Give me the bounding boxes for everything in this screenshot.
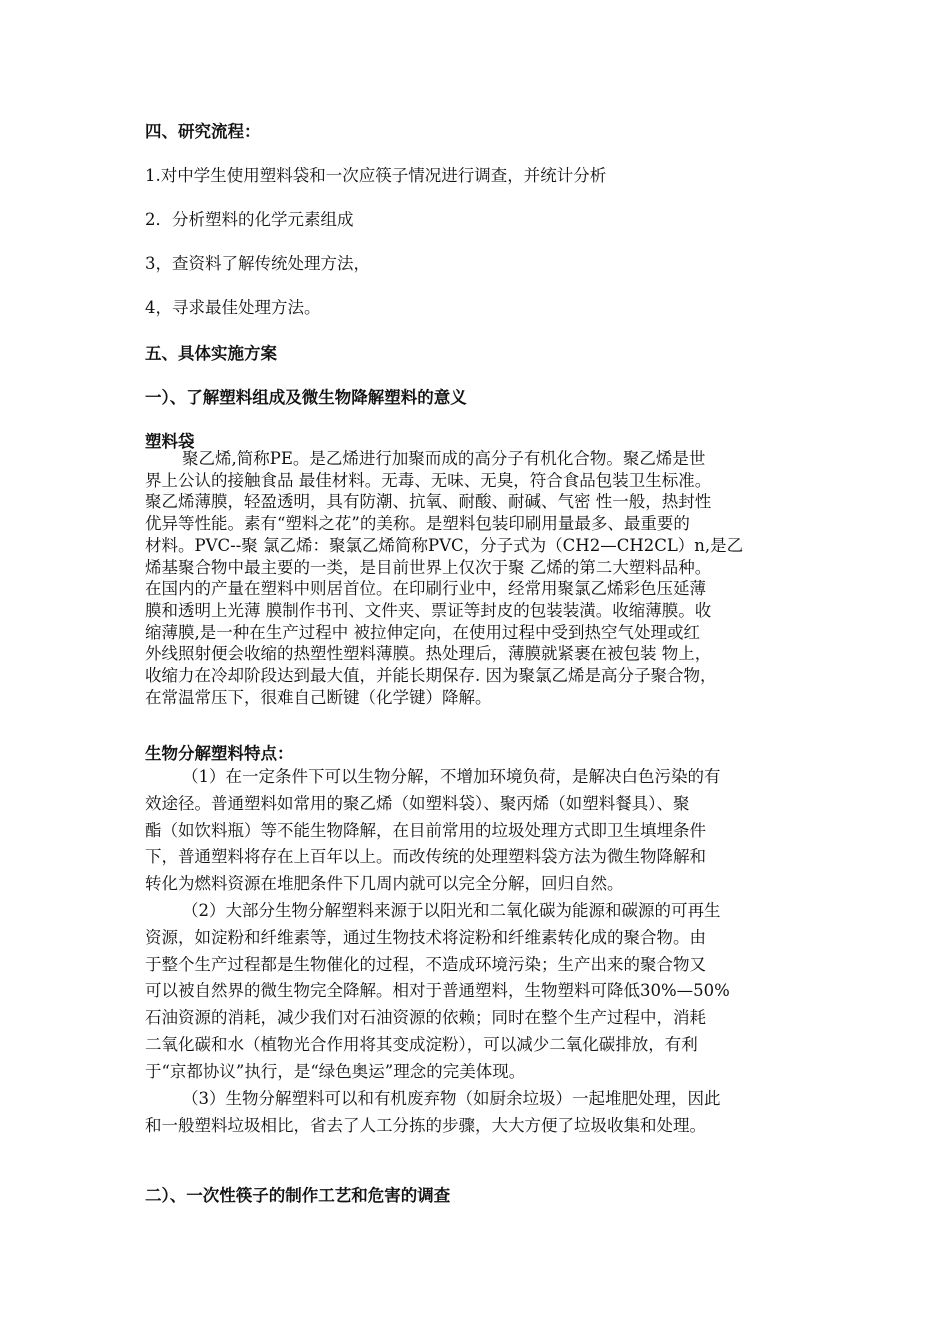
paragraph-line: （3）生物分解塑料可以和有机废弃物（如厨余垃圾）一起堆肥处理，因此 [182, 1089, 721, 1108]
paragraph-line: 界上公认的接触食品 最佳材料。无毒、无味、无臭，符合食品包装卫生标准。 [145, 470, 712, 490]
paragraph-line: 可以被自然界的微生物完全降解。相对于普通塑料，生物塑料可降低30%—50% [145, 981, 730, 1001]
paragraph-line: 在国内的产量在塑料中则居首位。在印刷行业中，经常用聚氯乙烯彩色压延薄 [145, 579, 706, 599]
plastic-bag-paragraph [145, 448, 807, 708]
paragraph-line: 转化为燃料资源在堆肥条件下几周内就可以完全分解，回归自然。 [145, 874, 624, 894]
paragraph-line: 聚乙烯薄膜，轻盈透明，具有防潮、抗氧、耐酸、耐碱、气密 性一般，热封性 [145, 492, 712, 512]
step-1: 1.对中学生使用塑料袋和一次应筷子情况进行调查，并统计分析 [145, 166, 607, 185]
paragraph-line: 缩薄膜,是一种在生产过程中 被拉伸定向，在使用过程中受到热空气处理或红 [145, 622, 700, 642]
paragraph-line: 于整个生产过程都是生物催化的过程，不造成环境污染；生产出来的聚合物又 [145, 954, 706, 974]
paragraph-line: 烯基聚合物中最主要的一类，是目前世界上仅次于聚 乙烯的第二大塑料品种。 [145, 557, 712, 577]
paragraph-line: 膜和透明上光薄 膜制作书刊、文件夹、票证等封皮的包装装潢。收缩薄膜。收 [145, 600, 712, 620]
section-title-implementation: 五、具体实施方案 [145, 344, 277, 363]
paragraph-line: 下，普通塑料将存在上百年以上。而改传统的处理塑料袋方法为微生物降解和 [145, 847, 706, 867]
subsection-title-plastic-composition: 一）、了解塑料组成及微生物降解塑料的意义 [145, 388, 467, 407]
paragraph-line: 优异等性能。素有“塑料之花”的美称。是塑料包装印刷用量最多、最重要的 [145, 514, 690, 534]
paragraph-line: 资源，如淀粉和纤维素等，通过生物技术将淀粉和纤维素转化成的聚合物。由 [145, 927, 706, 947]
subsection-title-chopsticks: 二）、一次性筷子的制作工艺和危害的调查 [145, 1186, 451, 1205]
paragraph-line: 收缩力在冷却阶段达到最大值，并能长期保存. 因为聚氯乙烯是高分子聚合物， [145, 666, 717, 686]
step-2: 2．分析塑料的化学元素组成 [145, 210, 354, 229]
heading-biodegradable-features: 生物分解塑料特点： [145, 744, 294, 763]
paragraph-line: 外线照射便会收缩的热塑性塑料薄膜。热处理后，薄膜就紧裹在被包装 物上， [145, 644, 712, 664]
paragraph-line: 聚乙烯,简称PE。是乙烯进行加聚而成的高分子有机化合物。聚乙烯是世 [182, 449, 706, 468]
biodegradable-paragraph-2 [145, 898, 807, 1086]
biodegradable-paragraph-3 [145, 1086, 807, 1140]
paragraph-line: 于“京都协议”执行，是“绿色奥运”理念的完美体现。 [145, 1061, 526, 1081]
paragraph-line: 在常温常压下，很难自己断键（化学键）降解。 [145, 687, 492, 707]
paragraph-line: 二氧化碳和水（植物光合作用将其变成淀粉），可以减少二氧化碳排放，有利 [145, 1034, 698, 1054]
section-title-research-process: 四、研究流程： [145, 122, 261, 141]
paragraph-line: 和一般塑料垃圾相比，省去了人工分拣的步骤，大大方便了垃圾收集和处理。 [145, 1115, 706, 1135]
paragraph-line: （2）大部分生物分解塑料来源于以阳光和二氧化碳为能源和碳源的可再生 [182, 901, 721, 920]
paragraph-line: 石油资源的消耗，减少我们对石油资源的依赖；同时在整个生产过程中，消耗 [145, 1008, 706, 1028]
heading-plastic-bag: 塑料袋 [145, 432, 195, 451]
paragraph-line: （1）在一定条件下可以生物分解，不增加环境负荷，是解决白色污染的有 [182, 767, 721, 786]
biodegradable-paragraph-1 [145, 764, 807, 898]
step-4: 4，寻求最佳处理方法。 [145, 298, 321, 317]
step-3: 3，查资料了解传统处理方法， [145, 254, 370, 273]
paragraph-line: 效途径。普通塑料如常用的聚乙烯（如塑料袋）、聚丙烯（如塑料餐具）、聚 [145, 793, 690, 813]
paragraph-line: 材料。PVC--聚 氯乙烯：聚氯乙烯简称PVC，分子式为（CH2—CH2CL）n,是乙 [145, 535, 744, 555]
paragraph-line: 酯（如饮料瓶）等不能生物降解，在目前常用的垃圾处理方式即卫生填埋条件 [145, 820, 706, 840]
